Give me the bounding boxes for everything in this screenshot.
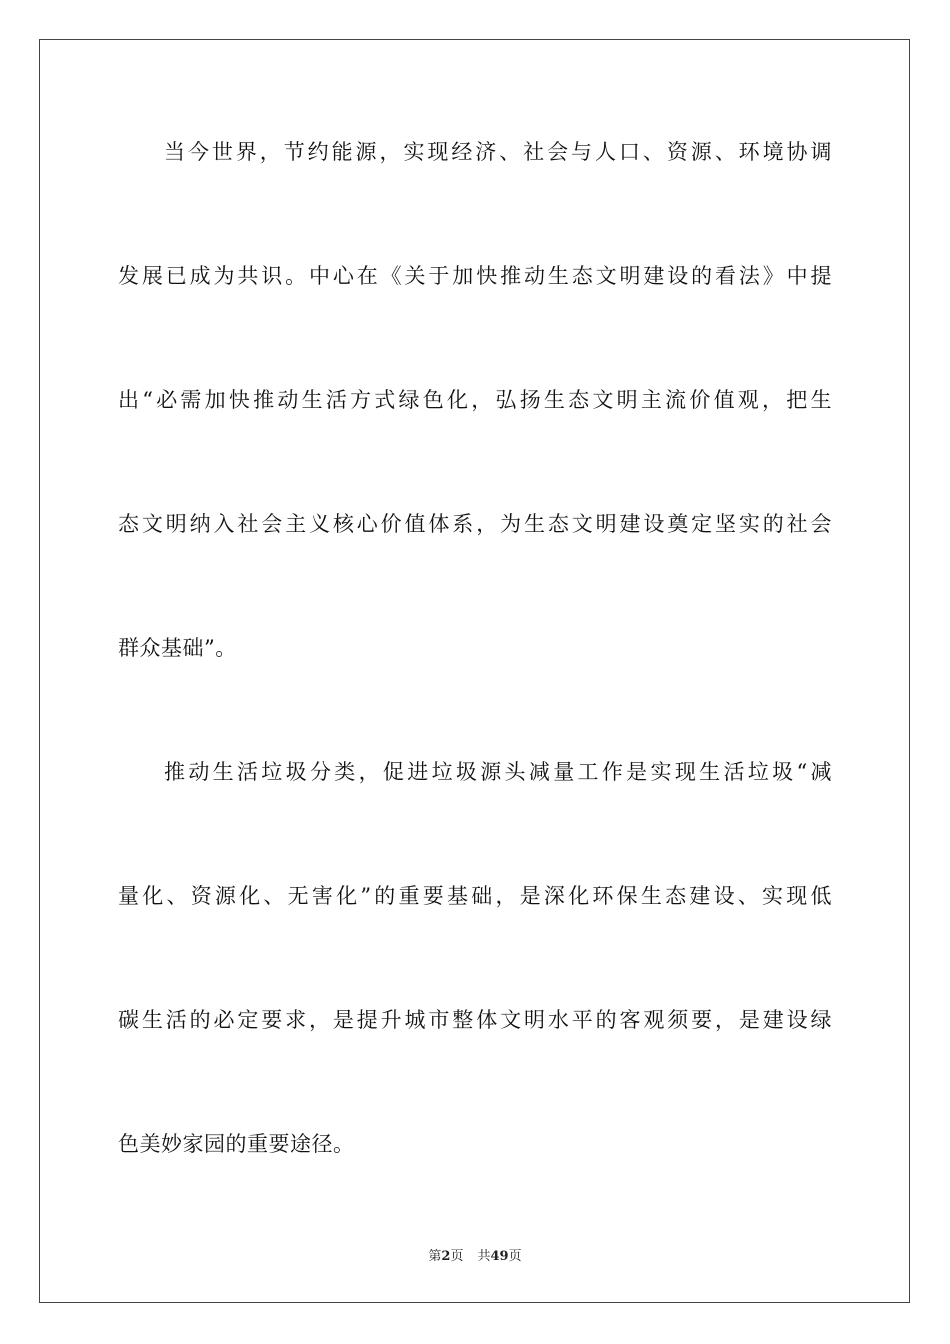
page-total: 49	[490, 1249, 509, 1264]
total-suffix: 页	[508, 1249, 522, 1264]
paragraph-line: 碳生活的必定要求，是提升城市整体文明水平的客观须要，是建设绿	[118, 1008, 832, 1032]
page-footer	[0, 1248, 950, 1266]
paragraph-line: 出“必需加快推动生活方式绿色化，弘扬生态文明主流价值观，把生	[118, 388, 832, 412]
page-current: 2	[441, 1249, 451, 1264]
paragraph-line: 色美妙家园的重要途径。	[118, 1132, 355, 1156]
page-frame	[39, 39, 910, 1303]
paragraph-line: 推动生活垃圾分类，促进垃圾源头减量工作是实现生活垃圾“减	[164, 760, 832, 784]
page-prefix: 第	[428, 1249, 442, 1264]
paragraph-line: 态文明纳入社会主义核心价值体系，为生态文明建设奠定坚实的社会	[118, 512, 832, 536]
paragraph-line: 群众基础”。	[118, 636, 237, 660]
paragraph-line: 当今世界，节约能源，实现经济、社会与人口、资源、环境协调	[164, 140, 832, 164]
total-prefix: 共	[477, 1249, 491, 1264]
paragraph-line: 量化、资源化、无害化”的重要基础，是深化环保生态建设、实现低	[118, 884, 832, 908]
paragraph-line: 发展已成为共识。中心在《关于加快推动生态文明建设的看法》中提	[118, 264, 832, 288]
page-suffix: 页	[450, 1249, 464, 1264]
